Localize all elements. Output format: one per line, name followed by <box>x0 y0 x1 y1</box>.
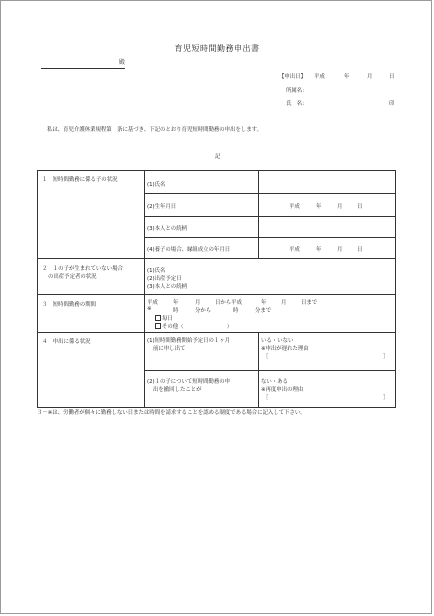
s3-other-label: その他（ ） <box>162 324 233 330</box>
s2-due-label: (2)出産予定日 <box>147 276 182 282</box>
s1-birth-month: 月 <box>337 204 343 210</box>
s2-relation-label: (3)本人との続柄 <box>147 284 187 290</box>
s4-q1-cell <box>145 333 259 371</box>
s4-a2-note: ※再度申出の理由 <box>261 387 304 393</box>
s1-adoption-value-cell[interactable] <box>259 238 396 259</box>
s4-a1-choice[interactable]: いる・いない <box>261 338 294 344</box>
s3-day-from: 日から平成 <box>215 300 242 306</box>
s3-month-to: 月 <box>281 300 287 306</box>
s3-min-to: 分まで <box>255 308 272 314</box>
s3-year-to: 年 <box>261 300 267 306</box>
date-month-unit: 月 <box>367 74 373 80</box>
section3-value-cell[interactable] <box>145 295 396 333</box>
s4-a2-cell[interactable] <box>259 371 396 408</box>
date-era: 平成 <box>314 74 325 80</box>
s1-birth-label: (2)生年月日 <box>147 204 177 210</box>
s3-era-from: 平成 <box>147 300 158 306</box>
s1-name-label: (1)氏名 <box>147 182 166 188</box>
ki-heading: 記 <box>215 154 221 160</box>
s3-hour-to: 時 <box>233 308 239 314</box>
section1-label-cell <box>38 171 145 259</box>
date-year-unit: 年 <box>344 74 350 80</box>
s3-hour-from: 時 <box>173 308 179 314</box>
section1-label: １ 短時間勤務に係る子の状況 <box>42 177 118 183</box>
seal-mark: 印 <box>389 101 395 107</box>
section2-label-line1: ２ １の子が生まれていない場合 <box>42 266 123 272</box>
date-day-unit: 日 <box>389 74 395 80</box>
statement-text: 私は、育児介護休業規程第 条に基づき、下記のとおり育児短時間勤務の申出をします。 <box>47 127 262 133</box>
s3-daily-option[interactable] <box>155 314 173 322</box>
s4-a2-bracket-open: ［ <box>263 395 269 401</box>
section4-label: ４ 申出に係る状況 <box>42 339 91 345</box>
s1-birth-value-cell[interactable] <box>259 194 396 217</box>
other-checkbox[interactable] <box>155 323 161 329</box>
s3-mark: ※ <box>147 306 152 312</box>
footnote: ３－※は、労働者が個々に勤務しない日または時間を請求することを認める制度である場合に記入して下さい。 <box>37 410 306 416</box>
s1-relation-label-cell <box>145 217 259 238</box>
s1-relation-value-cell[interactable] <box>259 217 396 238</box>
s1-adoption-month: 月 <box>337 247 343 253</box>
s4-a2-choice[interactable]: ない・ある <box>261 379 288 385</box>
application-form-table <box>37 170 396 408</box>
section3-label-cell <box>38 295 145 333</box>
s4-q2-cell <box>145 371 259 408</box>
s4-q1-line2: 前に申し出て <box>153 346 186 352</box>
affiliation-label: 所属名： <box>286 88 308 94</box>
s4-q2-line2: 出を撤回したことが <box>153 387 202 393</box>
daily-checkbox[interactable] <box>155 315 161 321</box>
s1-birth-era: 平成 <box>289 204 300 210</box>
s1-adoption-label-cell <box>145 238 259 259</box>
document-title: 育児短時間勤務申出書 <box>174 44 260 53</box>
s1-adoption-day: 日 <box>357 247 363 253</box>
s1-name-label-cell <box>145 171 259 194</box>
s3-min-from: 分から <box>195 308 212 314</box>
s2-name-label: (1)氏名 <box>147 268 166 274</box>
s4-a1-bracket-close: ］ <box>383 354 389 360</box>
section4-label-cell <box>38 333 145 408</box>
s3-year-from: 年 <box>173 300 179 306</box>
s4-a2-bracket-close: ］ <box>383 395 389 401</box>
date-label: 【申出日】 <box>279 74 306 80</box>
s1-name-value-cell[interactable] <box>259 171 396 194</box>
section2-value-cell[interactable] <box>145 259 396 295</box>
s1-birth-day: 日 <box>357 204 363 210</box>
s4-q2-line1: (2)１の子について短時間勤務の申 <box>147 379 230 385</box>
section2-label-cell <box>38 259 145 295</box>
s4-q1-line1: (1)短時間勤務開始予定日の１ヶ月 <box>147 338 231 344</box>
s3-daily-label: 毎日 <box>162 316 173 322</box>
s1-adoption-era: 平成 <box>289 247 300 253</box>
s1-adoption-label: (4)養子の場合、縁組成立の年月日 <box>147 247 231 253</box>
s1-adoption-year: 年 <box>316 247 322 253</box>
section3-label: ３ 短時間勤務の期間 <box>42 302 96 308</box>
s1-birth-label-cell <box>145 194 259 217</box>
s4-a1-cell[interactable] <box>259 333 396 371</box>
addressee-line: 殿 <box>41 57 125 69</box>
section2-label-line2: の出産予定者の状況 <box>48 274 97 280</box>
s1-birth-year: 年 <box>316 204 322 210</box>
s1-relation-label: (3)本人との続柄 <box>147 226 187 232</box>
s3-day-to: 日まで <box>301 300 318 306</box>
s4-a1-bracket-open: ［ <box>263 354 269 360</box>
name-label: 氏 名： <box>286 101 308 107</box>
s3-month-from: 月 <box>195 300 201 306</box>
s3-other-option[interactable] <box>155 322 232 330</box>
s4-a1-note: ※申出が遅れた理由 <box>261 346 309 352</box>
